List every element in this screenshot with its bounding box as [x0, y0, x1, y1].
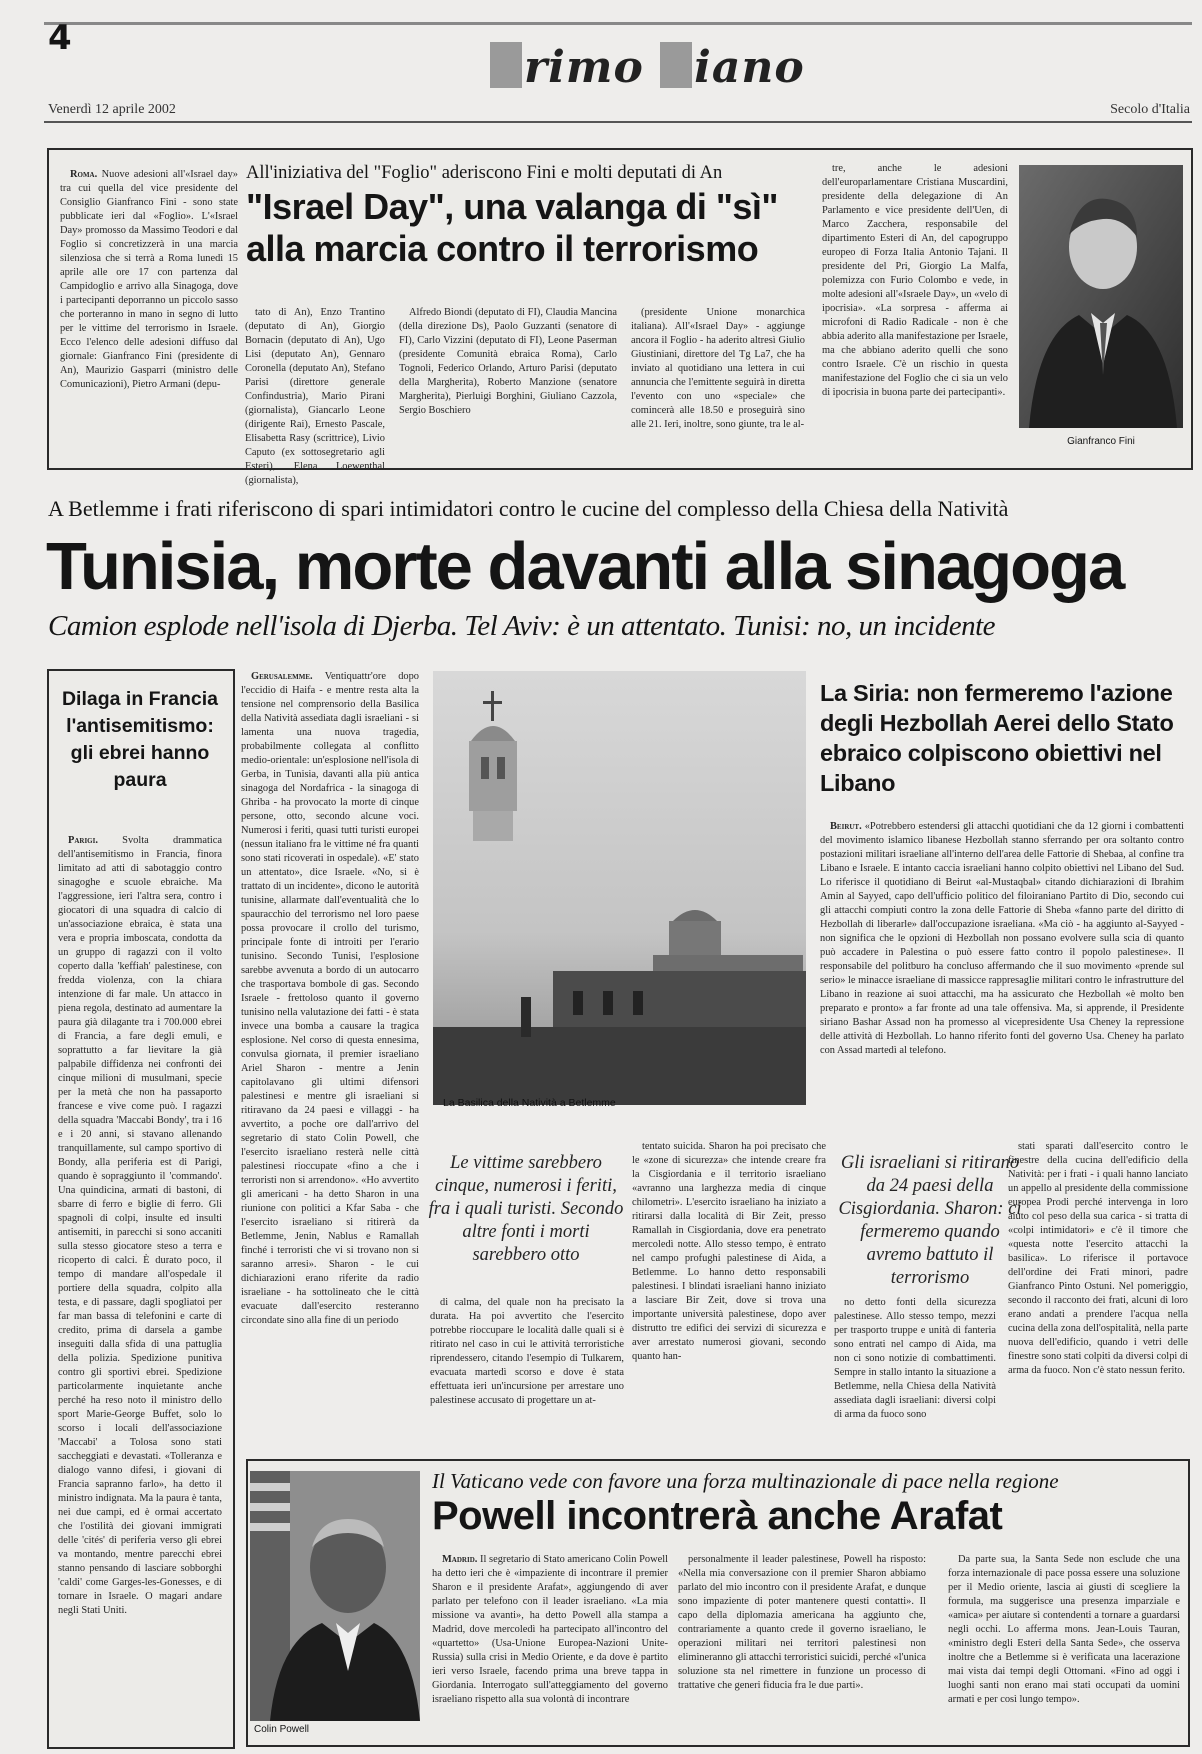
section-initial-block [490, 42, 522, 88]
powell-col-3: Da parte sua, la Santa Sede non esclude che una forza internazionale di pace possa essere una soluzione per il Medio oriente, lascia ai giusti di scegliere la formula, ma suggerisce una presenza imparziale e «amica» per aiutare sì contendenti a tornare a guardarsi negli occhi. Lo afferma mons. Jean-Louis Tauran, «ministro degli Esteri della Santa Sede», che osserva inoltre che a Betlemme si è verificata una lacerazione mai vista dai tempi degli Ottomani. «Fino ad oggi i luoghi santi non erano mai stati occupati da uomini armati e per così lungo tempo». [948, 1554, 1180, 1705]
tunisia-col-b: di calma, del quale non ha precisato la durata. Ha poi avvertito che l'esercito potrebbe rioccupare le località dalle quali si è ritirato nel caso in cui le attività terroristiche riprendessero, citando l'esempio di Tulkarem, evacuata martedì scorso e dove è stata effettuata ieri un'incursione per arrestare uno palestinese accusato di progettare un at- [430, 1297, 624, 1406]
dateline: Roma. [70, 169, 98, 180]
fini-photo [1019, 165, 1183, 428]
basilica-photo-caption: La Basilica della Natività a Betlemme [443, 1097, 616, 1109]
pull-quote-withdrawal: Gli israeliani si ritirano da 24 paesi della Cisgiordania. Sharon: ci fermeremo quando avremo battuto il terrorismo [838, 1153, 1022, 1288]
header-rule [44, 121, 1192, 123]
powell-kicker: Il Vaticano vede con favore una forza multinazionale di pace nella regione [432, 1469, 1059, 1493]
tunisia-col-c: tentato suicida. Sharon ha poi precisato che le «zone di sicurezza» che intende creare fra la Cisgiordania e il territorio israeliano «avranno una larghezza media di cinque chilometri». L'esercito israeliano ha iniziato a ritirarsi dalla località di Bir Zeit, presso Ramallah in Cisgiordania, dove era penetrato mercoledì notte. Allo stesso tempo, è entrato nel campo profughi palestinese di Aida, a Betlemme. Lo hanno detto responsabili palestinesi. I blindati israeliani hanno iniziato a lasciare Bir Zeit, dove si trova una importante università palestinese, dopo aver distrutto tre edifici dei servizi di sicurezza e aver arrestato numerosi giovani, secondo quanto han- [632, 1141, 826, 1362]
fini-photo-caption: Gianfranco Fini [1067, 436, 1135, 447]
tunisia-col-e: stati sparati dall'esercito contro le finestre della cucina dell'edificio della Natività: per i frati - i quali hanno lanciato un appello al presidente della commissione europea Prodi perché intervenga in loro aiuto col peso della sua carica - si tratta di «colpi intimidatori» e c'è il timore che «questa notte l'esercito attacchi la basilica». Lo riferisce il portavoce dell'ordine dei Frati minori, padre Gianfranco Pinto Ostuni. Nel pomeriggio, secondo il racconto dei frati, alcuni di loro erano andati a prendere l'acqua nella cucina della zona dell'ospitalità, nella parte nuova dell'edificio, quando i vetri delle finestre sono stati colpiti da diversi colpi di arma da fuoco. Non c'è stato nessun ferito. [1008, 1141, 1188, 1376]
basilica-photo [433, 671, 806, 1105]
issue-date: Venerdì 12 aprile 2002 [48, 102, 176, 117]
portrait-image [250, 1471, 420, 1721]
powell-col-2: personalmente il leader palestinese, Powell ha risposto: «Nella mia conversazione con il premier Sharon abbiamo parlato del mio incontro con il presidente Arafat, e dunque sono impaziente di poter mantenere questi contatti». Il capo della diplomazia americana ha aggiunto che, contrariamente a quanto crede il governo israeliano, le operazioni militari nei territori palestinesi non elimineranno gli attacchi terroristici suicidi, perché «l'unica soluzione sta nel rimettere in funzione un processo di trattative che generi fiducia fra le due parti». [678, 1554, 926, 1691]
section-word-1: rimo [524, 42, 661, 93]
tunisia-main-col: Gerusalemme. Ventiquattr'ore dopo l'eccidio di Haifa - e mentre resta alta la tensione nel comprensorio della Basilica della Natività assediata dagli israeliani - si lamenta una nuova tragedia, probabilmente collegata al conflitto medio-orientale: un'esplosione nell'isola di Gerba, in Tunisia, davanti alla più antica sinagoga del Nordafrica - la sinagoga di Ghriba - ha provocato la morte di cinque persone, otto, secondo alcune voci. Numerosi i feriti, quasi tutti turisti europei (nessun italiano fra le vittime né fra quanti sono stati ricoverati in ospedale). «E' stato un attentato», dice Israele. «No, si è trattato di un incidente», dicono le autorità tunisine, allarmate dall'eventualità che lo spauracchio del terrorismo nel loro paese possa provocare il crollo del turismo, principale fonte di introiti per l'erario tunisino. Secondo Tunisi, l'esplosione sarebbe avvenuta a bordo di un autocarro che trasportava bombole di gas. Secondo Israele - frettoloso quanto il governo tunisino nella valutazione dei fatti - è stata invece una bomba a causare la tragica esplosione. Nel corso di questa ennesima, convulsa giornata, il premier israeliano Ariel Sharon - mentre a Jenin capitolavano gli ultimi difensori palestinesi e mentre gli israeliani si ritiravano da 24 paesi e villaggi - ha avvertito, a poche ore dall'arrivo del segretario di stato Colin Powell, che l'esercito israeliano resterà nelle città palestinesi rioccupate «fino a che i terroristi non si arrendono». «Ho avvertito gli americani - ha detto Sharon in una riunione con politici a Kfar Saba - che l'esercito israeliano si ritirerà da Betlemme, Jenin, Nablus e Ramallah finché i terroristi che vi si trovano non si saranno arresi». Sharon - le cui dichiarazioni erano riferite da radio israeliane - ha sottolineato che le città evacuate dall'esercito resteranno circondate sino alla fine di un periodo [241, 671, 419, 1326]
tunisia-subhead: Camion esplode nell'isola di Djerba. Tel Aviv: è un attentato. Tunisi: no, un incidente [48, 610, 996, 642]
israel-day-headline: "Israel Day", una valanga di "sì" alla marcia contro il terrorismo [246, 186, 778, 269]
section-masthead [490, 42, 805, 93]
dateline: Parigi. [68, 835, 98, 846]
top-rule [44, 22, 1192, 25]
dateline: Madrid. [442, 1554, 478, 1565]
portrait-image [1019, 165, 1183, 428]
israel-day-kicker: All'iniziativa del "Foglio" aderiscono Fini e molti deputati di An [246, 163, 723, 183]
dateline: Gerusalemme. [251, 671, 313, 682]
israel-day-col-4: (presidente Unione monarchica italiana). All'«Israel Day» - aggiunge ancora il Foglio - ha aderito altresì Giulio Giustiniani, direttore del Tg La7, che ha inviato al quotidiano una lettera in cui annuncia che l'emittente seguirà in diretta l'evento con uno «speciale» che comincerà alle 18.50 e proseguirà sino alle 21. Ieri, inoltre, sono giunte, tra le al- [631, 307, 805, 430]
powell-photo [250, 1471, 420, 1721]
basilica-image [433, 671, 806, 1105]
section-initial-block [660, 42, 692, 88]
dateline: Beirut. [830, 821, 862, 832]
section-word-2: iano [694, 42, 805, 93]
francia-headline: Dilaga in Francia l'antisemitismo: gli ebrei hanno paura [61, 688, 219, 791]
tunisia-kicker: A Betlemme i frati riferiscono di spari intimidatori contro le cucine del complesso della Chiesa della Natività [48, 496, 1009, 521]
israel-day-col-1: Roma. Nuove adesioni all'«Israel day» tra cui quella del vice presidente del Consiglio Gianfranco Fini - sono state pubblicate ieri dal «Foglio». L'«Israel Day» promosso da Massimo Teodori e dal Foglio si concretizzerà in una marcia silenziosa che si terrà a Roma lunedì 15 aprile alle ore 17 con partenza dal Campidoglio e arrivo alla Sinagoga, dove i partecipanti deporranno un piccolo sasso che porteranno in mano in segno di lutto per le vittime del terrorismo in Israele. Ecco l'elenco delle adesioni diffuso dal giornale: Gianfranco Fini (presidente di An), Maurizio Gasparri (ministro delle Comunicazioni), Pietro Armani (depu- [60, 169, 238, 390]
pull-quote-victims: Le vittime sarebbero cinque, numerosi i feriti, fra i quali turisti. Secondo altre fonti i morti sarebbero otto [428, 1153, 624, 1265]
tunisia-col-d: no detto fonti della sicurezza palestinese. Allo stesso tempo, mezzi per trasporto truppe e unità di fanteria sono entrati nel campo di Aida, ma non ci sono notizie di combattimenti. Sempre in stallo intanto la situazione a Betlemme, nella Chiesa della Natività assediata dagli israeliani: diversi colpi di arma da fuoco sono [834, 1297, 996, 1420]
newspaper-name: Secolo d'Italia [1110, 102, 1190, 117]
page-number: 4 [48, 18, 72, 58]
israel-day-col-3: Alfredo Biondi (deputato di FI), Claudia Mancina (della direzione Ds), Paolo Guzzanti (senatore di FI), Carlo Vizzini (deputato di FI), Leone Paserman (presidente Comunità ebraica Roma), Carlo Tognoli, Federico Orlando, Arturo Parisi (deputato della Margherita), Roberto Manzione (senatore Margherita), Pierluigi Borghini, Giuliano Cazzola, Sergio Boschiero [399, 307, 617, 416]
tunisia-headline: Tunisia, morte davanti alla sinagoga [46, 529, 1124, 604]
israel-day-col-2: tato di An), Enzo Trantino (deputato di An), Giorgio Bornacin (deputato di An), Ugo Lisi (deputato An), Gennaro Coronella (deputato An), Stefano Parisi (direttore generale Confindustria), Mario Pirani (giornalista), Giancarlo Leone (dirigente Rai), Ernesto Pascale, Elisabetta Rasy (scrittrice), Livio Caputo (ex sottosegretario agli Esteri), Elena Loewenthal (giornalista), [245, 307, 385, 486]
powell-col-1: Madrid. Il segretario di Stato americano Colin Powell ha detto ieri che è «impaziente di incontrare il premier Sharon e il presidente Arafat», aggiungendo di aver parlato per telefono con il leader israeliano. «La mia missione va avanti», ha detto Powell alla stampa a Madrid, dove mercoledì ha partecipato all'incontro del «quartetto» (Usa-Unione Europea-Nazioni Unite-Russia) sulla crisi in Medio Oriente, e da dove è partito ieri verso Israele, facendo prima una breve tappa in Giordania. Interrogato sull'atteggiamento del governo israeliano rispetto alla sua volontà di incontrare [432, 1554, 668, 1705]
powell-photo-caption: Colin Powell [254, 1724, 310, 1735]
israel-day-col-5: tre, anche le adesioni dell'europarlamentare Cristiana Muscardini, presidente della delegazione di An Parlamento e vice presidente dell'Uen, di Marco Zacchera, responsabile del dipartimento Esteri di An, del capogruppo europeo di Forza Italia Antonio Tajani. Il presidente del Pri, Giorgio La Malfa, polemizza con Furio Colombo e vede, in molte adesioni all'«Israele Day», un «velo di ipocrisia». «La sorpresa - afferma ai microfoni di Radio Radicale - non è che abbia aderito alla manifestazione per Israele, ma che abbiano aderito quelli che sono contro Israele. C'è un rischio in questa manifestazione del Foglio che ci sia un velo di ipocrisia in buona parte dei partecipanti». [822, 163, 1008, 398]
francia-body: Parigi. Svolta drammatica dell'antisemitismo in Francia, finora limitato ad atti di sabotaggio contro sinagoghe e scuole ebraiche. Ma l'aggressione, ieri l'altra sera, contro i giocatori di una squadra di calcio di un'associazione ebraica, è stata una vera e propria imboscata, condotta da un gruppo di ragazzi con il volto coperto dalla 'keffiah' palestinese, con fredda violenza, con la chiara intenzione di far male. Un attacco in piena regola, destinato ad aumentare la paura già dilagante tra i 700.000 ebrei di Francia, a fare degli emuli, e soprattutto a far lievitare la già palpabile diffidenza nei confronti dei cinque milioni di musulmani, specie per la metà che non ha passaporto francese e vive come può. I ragazzi della squadra 'Maccabi Bondy', tra i 16 e i 20 anni, si stavano allenando tranquillamente, sul campo sportivo di Bondy, alla periferia est di Parigi, quando è sopraggiunto il 'commando'. Una quindicina, armati di bastoni, di sbarre di ferro e biglie di ferro. Gli spagnoli di colpi, insulte ed insulti antisemiti, in parecchi si sono accaniti sulla stesso giocatore steso a terra e ricoperto di calci. È durato poco, il tempo di mandare all'ospedale il portiere della squadra, colpito alla testa, e di passare, dagli spogliatoi per far man bassa di telefonini e carte di credito, prima di darsela a gambe inseguiti dalla sfida di una pattuglia della polizia. Spedizione punitiva contro gli sportivi ebrei. Spedizione particolarmente inquietante anche perché ha reso noto il ministro dello sport Marie-George Buffet, solo lo scorso i locali dell'associazione 'Maccabi' a Tolosa sono stati saccheggiati e devastati. «Tolleranza e dialogo vanno difesi, i giovani di Francia sapranno farlo», ha detto il ministro indignata. Ma la paura è tanta, nei due campi, ed è ormai accertato che l'ostilità dei giovani immigrati delle 'cités' di periferia verso gli ebrei va montando, mentre parecchi ebrei stanno pensando di lasciare sobborghi 'caldi' come Garges-les-Gonesses, e di tornare in Israele. O magari andare negli Stati Uniti. [58, 835, 222, 1616]
powell-headline: Powell incontrerà anche Arafat [432, 1494, 1003, 1538]
siria-body: Beirut. «Potrebbero estendersi gli attacchi quotidiani che da 12 giorni i combattenti del movimento islamico libanese Hezbollah stanno sferrando per ora soltanto contro postazioni militari israeliane all'interno dell'area delle Fattorie di Shebaa, al confine tra Libano e Israele. E intanto caccia israeliani hanno colpito obiettivi nel Libano del Sud. Lo riferisce il quotidiano di Beirut «al-Mustaqbal» citando dichiarazioni di Ibrahim Amin al Sayyed, capo dell'ufficio politico del filoiraniano Partito di Dio, secondo cui gli attacchi compiuti contro la zona delle Fattorie di Sheba «fanno parte del diritto di Hezbollah di liberarle» dall'occupazione israeliana. «Ma ciò - ha aggiunto al-Sayyed - non significa che le opzioni di Hezbollah non possano evolvere sulla scia di quanto può accadere in Palestina o può essere fatto contro il popolo palestinese». Il responsabile del politburo ha concluso affermando che il suo movimento «prende sul serio» le minacce israeliane di massicce rappresaglie militari contro le infrastrutture del Libano in reazione ai suoi attacchi, ma ha assicurato che Hezbollah «è molto ben preparato e pronto» a far fronte ad una tale offensiva. Ma, si apprende, il Presidente siriano Bashar Assad non ha promesso al vicepresidente Usa Cheney la repressione delle attività di Hezbollah. Lo hanno riferito fonti del governo Usa. Cheney ha parlato con Assad martedì al telefono. [820, 821, 1184, 1056]
siria-headline: La Siria: non fermeremo l'azione degli Hezbollah Aerei dello Stato ebraico colpiscono obiettivi nel Libano [820, 680, 1174, 796]
